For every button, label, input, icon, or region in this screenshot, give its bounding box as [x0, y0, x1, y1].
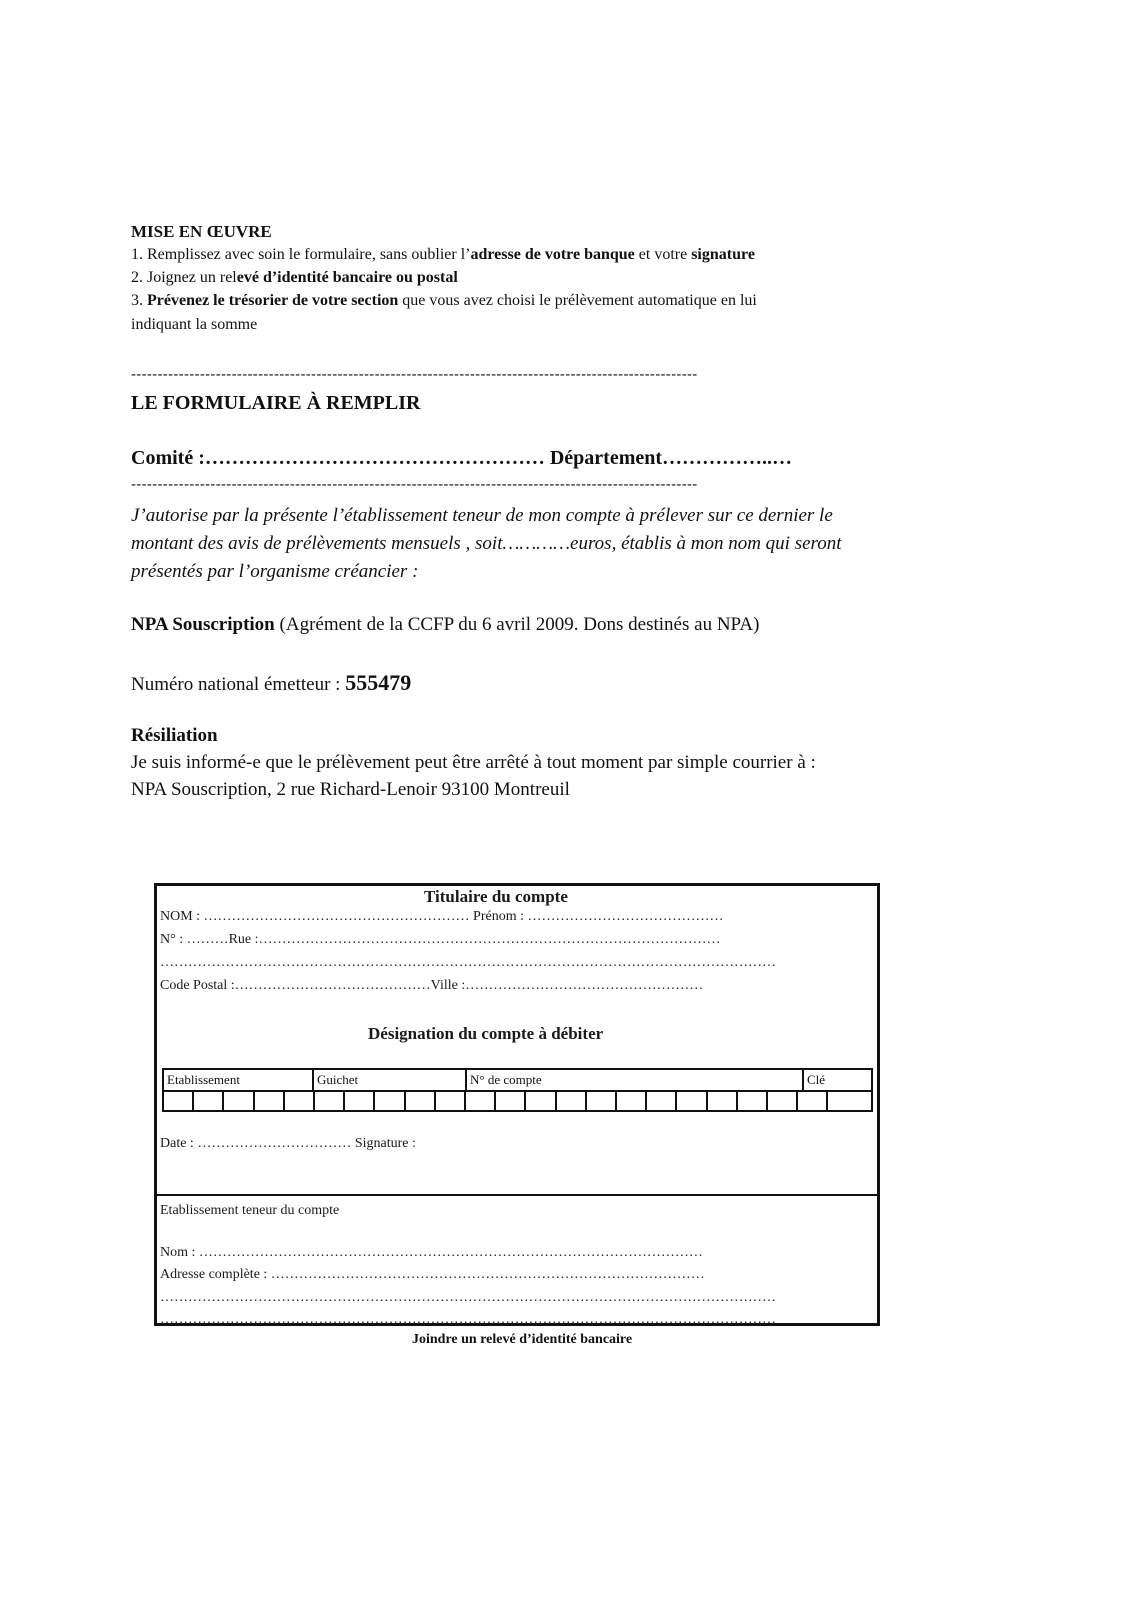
step-3-treasurer: Prévenez le trésorier de votre section	[147, 292, 399, 309]
resiliation-line-1: Je suis informé-e que le prélèvement peut être arrêté à tout moment par simple courrier à :	[131, 752, 816, 773]
holder-address-extra-field[interactable]: ……………………………………………………………………………………………………………………	[160, 955, 776, 970]
npa-name: NPA Souscription	[131, 614, 275, 635]
separator-top: -----------------------------------------------------------------------------------------------------------	[131, 366, 698, 380]
teneur-address-line-3[interactable]: ……………………………………………………………………………………………………………………	[160, 1312, 776, 1327]
grid-header-account-number: N° de compte	[467, 1070, 804, 1090]
step-2	[131, 269, 458, 287]
step-3-num: 3.	[131, 292, 147, 309]
grid-digit-cell[interactable]	[557, 1092, 587, 1110]
holder-name-field[interactable]: NOM : ………………………………………………… Prénom : ……………………………………	[160, 909, 724, 924]
resiliation-title: Résiliation	[131, 725, 218, 746]
step-1	[131, 246, 755, 264]
step-1-text: 1. Remplissez avec soin le formulaire, sans oublier l’	[131, 246, 471, 263]
step-2-rib: evé d’identité bancaire ou postal	[236, 269, 458, 286]
teneur-title: Etablissement teneur du compte	[160, 1203, 340, 1218]
step-2-text: 2. Joignez un rel	[131, 269, 237, 286]
step-1-signature: signature	[691, 246, 755, 263]
authorization-line-2: montant des avis de prélèvements mensuels , soit…………euros, établis à mon nom qui seront	[131, 533, 842, 554]
npa-creditor	[131, 614, 759, 636]
grid-digit-cell[interactable]	[164, 1092, 194, 1110]
grid-header-guichet: Guichet	[314, 1070, 467, 1090]
step-1-bank-address: adresse de votre banque	[470, 246, 635, 263]
grid-digit-cell[interactable]	[677, 1092, 707, 1110]
grid-digit-cell[interactable]	[768, 1092, 798, 1110]
grid-digit-cell[interactable]	[647, 1092, 677, 1110]
grid-header-cle: Clé	[807, 1072, 826, 1087]
grid-digit-cell[interactable]	[194, 1092, 224, 1110]
grid-digit-cell[interactable]	[466, 1092, 496, 1110]
grid-digit-cell[interactable]	[285, 1092, 315, 1110]
footer-note: Joindre un relevé d’identité bancaire	[412, 1332, 633, 1347]
account-number-grid[interactable]	[162, 1068, 873, 1112]
issuer-number-label: Numéro national émetteur :	[131, 674, 346, 695]
grid-digit-cell[interactable]	[828, 1092, 858, 1110]
npa-agreement: (Agrément de la CCFP du 6 avril 2009. Dons destinés au NPA)	[274, 614, 760, 635]
grid-digit-cell[interactable]	[315, 1092, 345, 1110]
authorization-line-1: J’autorise par la présente l’établissement teneur de mon compte à prélever sur ce dernier le	[131, 505, 833, 526]
grid-digit-cell[interactable]	[708, 1092, 738, 1110]
issuer-number	[131, 670, 411, 696]
grid-digit-cell[interactable]	[255, 1092, 285, 1110]
grid-digit-cell[interactable]	[496, 1092, 526, 1110]
grid-digit-cell[interactable]	[406, 1092, 436, 1110]
date-signature-field[interactable]: Date : …………………………… Signature :	[160, 1136, 416, 1151]
holder-street-field[interactable]: N° : ………Rue :………………………………………………………………………………………	[160, 932, 721, 947]
step-3-rest: que vous avez choisi le prélèvement automatique en lui	[398, 292, 757, 309]
grid-digit-cell[interactable]	[738, 1092, 768, 1110]
separator-bottom: -----------------------------------------------------------------------------------------------------------	[131, 476, 698, 490]
grid-digit-cell[interactable]	[798, 1092, 828, 1110]
authorization-line-3: présentés par l’organisme créancier :	[131, 561, 419, 582]
holder-postcode-city-field[interactable]: Code Postal :……………………………………Ville :……………………………………………	[160, 978, 704, 993]
grid-digit-cell[interactable]	[526, 1092, 556, 1110]
grid-digit-cell[interactable]	[436, 1092, 466, 1110]
bank-form-divider	[154, 1194, 880, 1196]
holder-title: Titulaire du compte	[424, 887, 568, 906]
grid-digit-cell[interactable]	[224, 1092, 254, 1110]
grid-digit-cell[interactable]	[587, 1092, 617, 1110]
grid-header-etablissement: Etablissement	[164, 1070, 314, 1090]
grid-digit-cell[interactable]	[617, 1092, 647, 1110]
step-1-mid: et votre	[634, 246, 692, 263]
designation-title: Désignation du compte à débiter	[368, 1024, 604, 1043]
step-3	[131, 292, 757, 310]
teneur-address-field[interactable]: Adresse complète : …………………………………………………………………………………	[160, 1267, 705, 1282]
grid-digit-cell[interactable]	[375, 1092, 405, 1110]
resiliation-address: NPA Souscription, 2 rue Richard-Lenoir 93100 Montreuil	[131, 779, 570, 800]
grid-digit-cell[interactable]	[345, 1092, 375, 1110]
instructions-title: MISE EN ŒUVRE	[131, 222, 272, 241]
teneur-name-field[interactable]: Nom : ………………………………………………………………………………………………	[160, 1245, 703, 1260]
teneur-address-line-2[interactable]: ……………………………………………………………………………………………………………………	[160, 1290, 776, 1305]
form-title: LE FORMULAIRE À REMPLIR	[131, 392, 421, 414]
step-3-continuation: indiquant la somme	[131, 316, 258, 333]
comite-departement-field[interactable]: Comité :…………………………………………… Département……………..…	[131, 447, 793, 469]
issuer-number-value: 555479	[345, 670, 412, 695]
